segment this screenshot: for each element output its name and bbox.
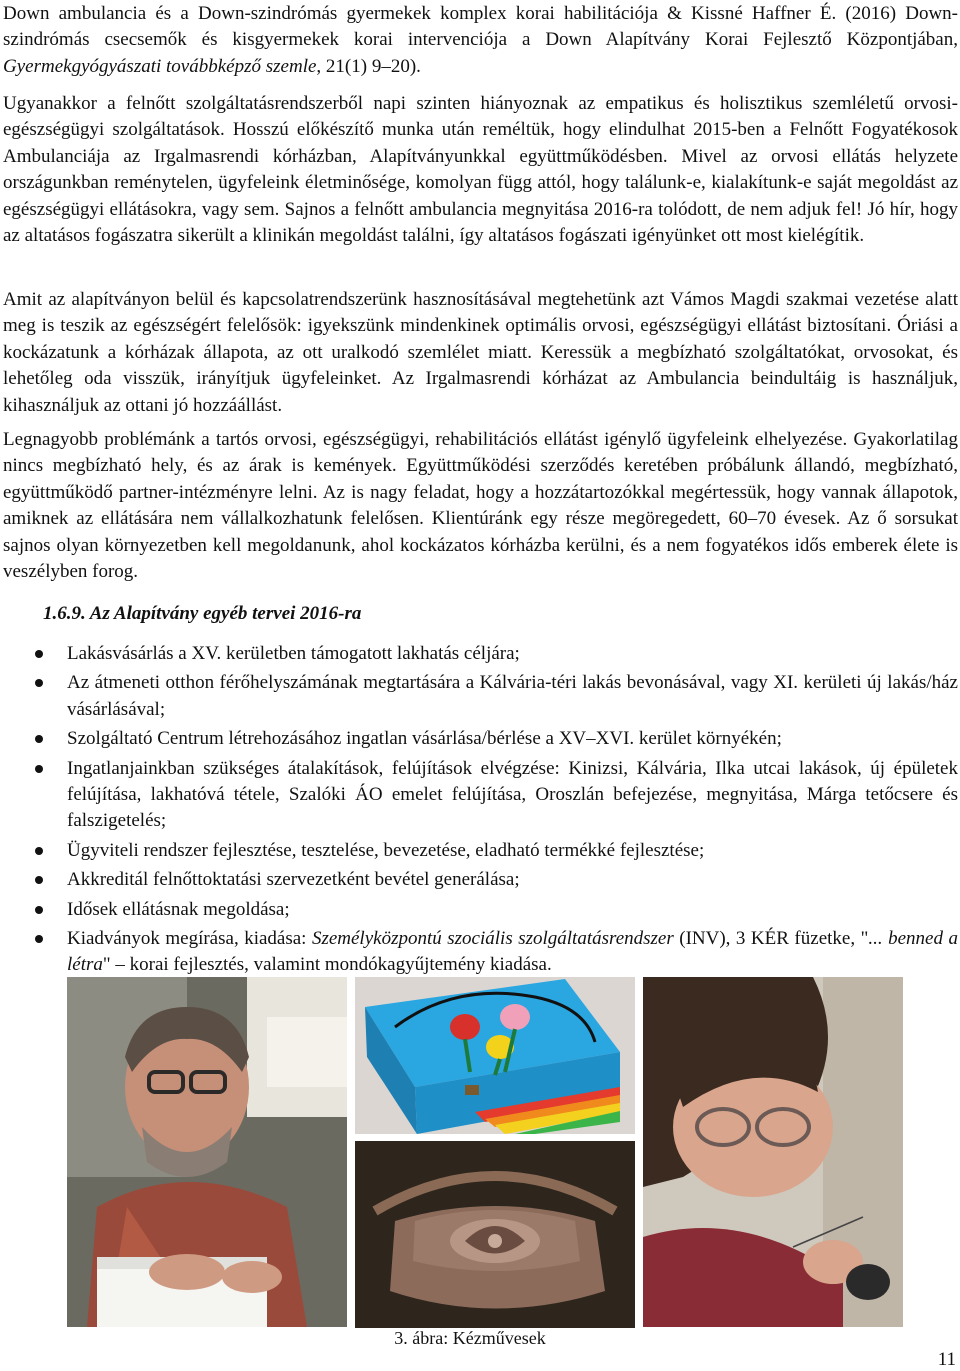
bullet-icon — [35, 735, 43, 743]
paragraph-adult-services: Ugyanakkor a felnőtt szolgáltatásrendszerből napi szinten hiányoznak az empatikus és holisztikus szemléletű orvosi-egészségügyi szolgáltatások. Hosszú előkészítő munka után reméltük, hogy elindulhat 2015-ben a Felnőtt Fogyatékosok Ambulanciája az Irgalmasrendi kórházban, Alapítványunkkal együttműködésben. Mivel az orvosi ellátás helyzete országunkban reménytelen, ügyfeleink életminősége, komolyan függ attól, hogy találunk-e, kialakítunk-e saját megoldást az egészségügyi ellátásokra, vagy sem. Sajnos a felnőtt ambulancia megnyitása 2016-ra tolódott, de nem adjuk fel! Jó hír, hogy az altatásos fogászatra sikerült a klinikán megoldást találni, így altatásos fogászati igényünket ott most kielégítik. — [3, 93, 958, 247]
bullet-icon — [35, 935, 43, 943]
list-item: Idősek ellátásnak megoldása; — [0, 897, 960, 923]
bullet-icon — [35, 765, 43, 773]
bullet-icon — [35, 876, 43, 884]
photo-painted-box — [355, 977, 635, 1134]
list-item: Az átmeneti otthon férőhelyszámának megtartására a Kálvária-téri lakás bevonásával, vagy XI. kerületi új lakás/ház vásárlásával; — [0, 670, 960, 723]
page-number: 11 — [937, 1349, 956, 1370]
section-heading: 1.6.9. Az Alapítvány egyéb tervei 2016-ra — [43, 603, 362, 624]
list-item: Ingatlanjainkban szükséges átalakítások, felújítások elvégzése: Kinizsi, Kálvária, Ilka utcai lakások, új épületek felújítása, lakhatóvá tétele, Szalóki ÁO emelet felújítása, Oroszlán befejezése, megnyitása, Márga tetőcsere és falszigetelés; — [0, 756, 960, 835]
reference-text: Down ambulancia és a Down-szindrómás gyermekek komplex korai habilitációja & Kissné Haffner É. (2016) Down-szindrómás csecsemők és kisgyermekek korai intervenciója a Down Alapítvány Korai Fejlesztő Központjában, — [3, 3, 958, 51]
photo-leather-bag — [355, 1141, 635, 1328]
photo-man-crafting — [67, 977, 347, 1327]
bullet-icon — [35, 906, 43, 914]
figure-caption: 3. ábra: Kézművesek — [394, 1328, 546, 1348]
bullet-icon — [35, 650, 43, 658]
bullet-icon — [35, 847, 43, 855]
list-item: Akkreditál felnőttoktatási szervezetként bevétel generálása; — [0, 867, 960, 893]
paragraph-long-term-care: Legnagyobb problémánk a tartós orvosi, egészségügyi, rehabilitációs ellátást igénylő ügyfeleink elhelyezése. Gyakorlatilag nincs megbízható hely, és az árak is kemények. Együttműködési szerződés keretében próbálunk állandó, megbízható, együttműködő partner-intézményre lelni. Az is nagy feladat, hogy a hozzátartozókkal megértessük, hogy vannak állapotok, amiknek az ellátására nem vállalkozhatunk felelősen. Klientúránk egy része megöregedett, 60–70 évesek. Az ő sorsukat sajnos olyan környezetben kell megoldanunk, ahol kockázatos kórházba kerülni, és a nem fogyatékos idős emberek élete is veszélyben forog. — [3, 429, 958, 583]
list-item: Ügyviteli rendszer fejlesztése, tesztelése, bevezetése, eladható termékké fejlesztése; — [0, 838, 960, 864]
list-item: Szolgáltató Centrum létrehozásához ingatlan vásárlása/bérlése a XV–XVI. kerület környékén; — [0, 726, 960, 752]
paragraph-reference — [3, 1, 958, 80]
list-item: Kiadványok megírása, kiadása: Személyközpontú szociális szolgáltatásrendszer (INV), 3 KÉR füzetke, "... benned a létra" – korai fejlesztés, valamint mondókagyűjtemény kiadása. — [0, 926, 960, 979]
paragraph-health-care: Amit az alapítványon belül és kapcsolatrendszerünk hasznosításával megtehetünk azt Vámos Magdi szakmai vezetése alatt meg is teszik az egészségért felelősök: igyekszünk mindenkinek optimális orvosi, egészségügyi ellátást biztosítani. Óriási a kockázatunk a kórházak állapota, az ott uralkodó szemlélet miatt. Keressük a megbízható szolgáltatókat, orvosokat, és lehetőleg oda visszük, irányítjuk ügyfeleinket. Az Irgalmasrendi kórházat az Ambulancia beindultáig is használjuk, kihasználjuk az ottani jó hozzáállást. — [3, 289, 958, 416]
photo-girl-sewing — [643, 977, 903, 1327]
plans-list — [0, 641, 960, 982]
journal-title: Gyermekgyógyászati továbbképző szemle — [3, 55, 317, 77]
list-item: Lakásvásárlás a XV. kerületben támogatott lakhatás céljára; — [0, 641, 960, 667]
bullet-icon — [35, 679, 43, 687]
reference-pages: , 21(1) 9–20). — [316, 55, 421, 77]
